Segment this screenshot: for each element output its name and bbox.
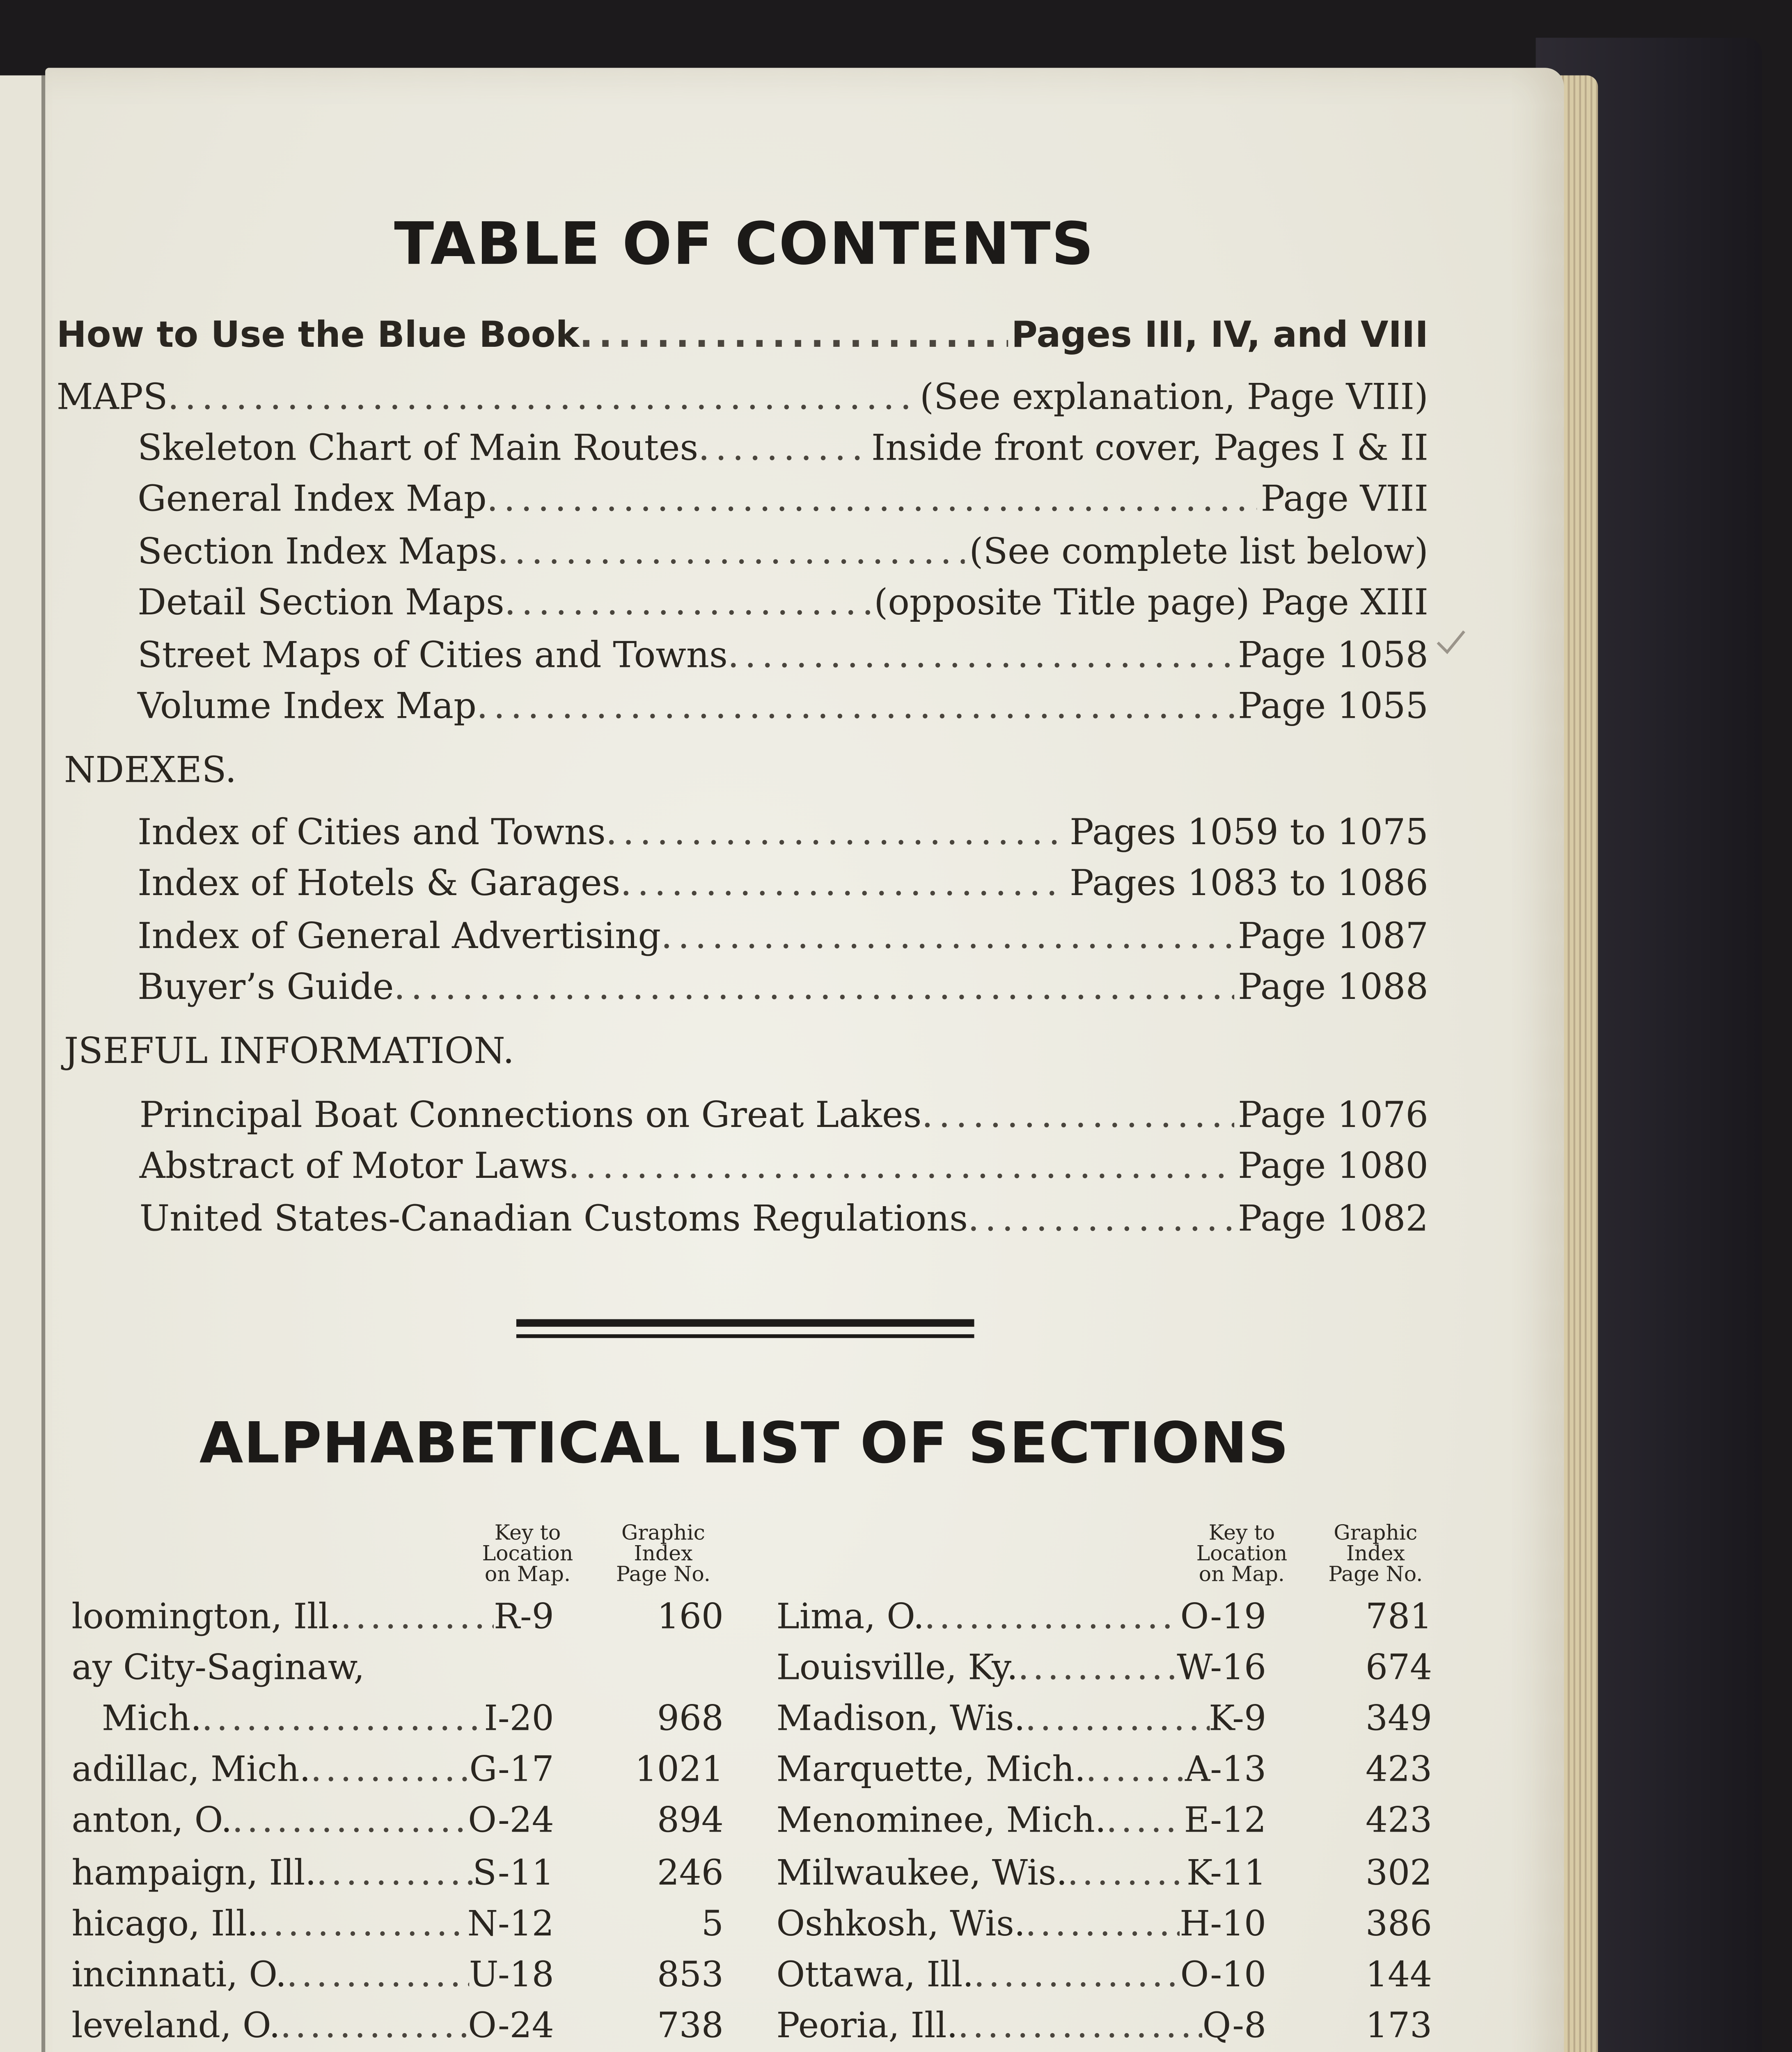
section-entry (71, 1956, 723, 1997)
entry-city: Lima, O. (776, 1598, 924, 1638)
entry-page: 144 (1366, 1956, 1432, 1995)
entry-page: 160 (657, 1598, 724, 1638)
left-col-header-page (588, 1523, 738, 1585)
pencil-check-mark (1436, 630, 1466, 656)
leader-dots (311, 1751, 470, 1793)
section-entry (71, 1905, 723, 1946)
header-line: Location (482, 1541, 573, 1566)
leader-dots (1025, 1905, 1180, 1946)
toc-row (137, 684, 1428, 729)
entry-key: N-12 (467, 1904, 554, 1944)
toc-value: Pages 1083 to 1086 (1070, 863, 1428, 905)
toc-row (140, 1145, 1428, 1190)
header-line: Graphic (621, 1521, 705, 1546)
entry-city: Louisville, Ky. (776, 1649, 1018, 1689)
header-line: Location (1196, 1541, 1288, 1566)
section-entry (776, 1905, 1432, 1946)
leader-dots (1018, 1649, 1177, 1690)
divider-thin (516, 1334, 974, 1338)
entry-page: 302 (1366, 1853, 1432, 1893)
toc-value: (opposite Title page) Page XIII (874, 582, 1428, 624)
toc-row (140, 1093, 1428, 1138)
toc-value: Pages 1059 to 1075 (1070, 812, 1428, 854)
toc-title: TABLE OF CONTENTS (394, 211, 1095, 279)
leader-dots (504, 581, 870, 626)
entry-page: 894 (657, 1802, 724, 1842)
entry-city: Mich. (101, 1700, 202, 1740)
toc-label: Index of General Advertising (137, 915, 661, 957)
section-entry (776, 1956, 1432, 1997)
leader-dots (698, 426, 868, 471)
entry-city: anton, O. (71, 1802, 232, 1842)
toc-row (137, 478, 1428, 523)
leader-dots (606, 811, 1066, 856)
toc-row (137, 529, 1428, 574)
entry-city: Oshkosh, Wis. (776, 1904, 1025, 1944)
section-entry (776, 1802, 1432, 1844)
leader-dots (232, 1802, 468, 1844)
toc-label: MAPS (56, 377, 168, 419)
leader-dots (202, 1700, 484, 1742)
section-entry (776, 1649, 1432, 1690)
toc-label: How to Use the Blue Book (56, 314, 580, 356)
header-line: Key to (1208, 1521, 1275, 1546)
right-col-header-page (1300, 1523, 1451, 1585)
entry-page: 674 (1366, 1649, 1432, 1689)
toc-label: General Index Map (137, 479, 487, 521)
header-line: Index (1346, 1541, 1405, 1566)
toc-row (137, 632, 1428, 678)
toc-label: Street Maps of Cities and Towns (137, 634, 728, 676)
header-line: on Map. (484, 1562, 571, 1587)
toc-label: Index of Hotels & Garages (137, 863, 621, 905)
entry-page: 386 (1366, 1904, 1432, 1944)
section-entry (71, 1649, 723, 1690)
entry-key: E-12 (1184, 1802, 1267, 1842)
entry-key: G-17 (469, 1751, 554, 1791)
facing-page-edge (0, 76, 45, 2052)
entry-page: 5 (701, 1904, 724, 1944)
entry-key: Q-8 (1202, 2006, 1267, 2046)
entry-page: 1021 (635, 1751, 724, 1791)
toc-label: Skeleton Chart of Main Routes (137, 428, 699, 469)
entry-page: 968 (657, 1700, 724, 1740)
leader-dots (922, 1093, 1234, 1138)
entry-key: A-13 (1185, 1751, 1267, 1791)
toc-label: United States-Canadian Customs Regulations (139, 1198, 968, 1240)
toc-value: Page VIII (1260, 479, 1428, 521)
entry-page: 853 (657, 1956, 724, 1995)
entry-city: Ottawa, Ill. (776, 1956, 974, 1995)
sections-title: ALPHABETICAL LIST OF SECTIONS (199, 1411, 1289, 1478)
entry-key: I-20 (484, 1700, 554, 1740)
leader-dots (620, 862, 1066, 907)
toc-value: (See complete list below) (969, 531, 1428, 573)
leader-dots (1025, 1700, 1209, 1742)
toc-value: Pages III, IV, and VIII (1011, 314, 1428, 356)
leader-dots (1067, 1853, 1187, 1895)
leader-dots (974, 1956, 1180, 1997)
toc-value: Page 1082 (1238, 1198, 1428, 1240)
leader-dots (497, 529, 966, 574)
section-entry (776, 1700, 1432, 1742)
entry-city: incinnati, O. (71, 1956, 287, 1995)
entry-key: O-10 (1180, 1956, 1267, 1995)
toc-value: (See explanation, Page VIII) (919, 377, 1428, 419)
leader-dots (394, 965, 1234, 1010)
section-entry (71, 1598, 723, 1640)
right-col-header-key (1166, 1523, 1317, 1585)
toc-label: Principal Boat Connections on Great Lakes (139, 1095, 922, 1136)
leader-dots (661, 914, 1234, 959)
leader-dots (1086, 1751, 1185, 1793)
entry-page: 423 (1366, 1751, 1432, 1791)
leader-dots (477, 684, 1234, 729)
entry-city: Menominee, Mich. (776, 1802, 1106, 1842)
leader-dots (580, 313, 1008, 358)
entry-city: ay City-Saginaw, (71, 1649, 365, 1689)
leader-dots (568, 1145, 1234, 1190)
leader-dots (280, 2007, 468, 2048)
toc-row (137, 581, 1428, 626)
entry-page: 781 (1366, 1598, 1432, 1638)
toc-row (137, 914, 1428, 959)
entry-key: O-24 (468, 1802, 554, 1842)
leader-dots (341, 1598, 494, 1640)
header-line: Page No. (616, 1562, 710, 1587)
toc-value: Page 1076 (1238, 1095, 1428, 1136)
entry-city: Madison, Wis. (776, 1700, 1025, 1740)
header-line: Page No. (1328, 1562, 1423, 1587)
section-entry (71, 2007, 723, 2048)
toc-label: Section Index Maps (137, 531, 497, 573)
entry-key: O-24 (468, 2006, 554, 2046)
leader-dots (1106, 1802, 1184, 1844)
toc-row (137, 965, 1428, 1010)
section-entry (776, 1751, 1432, 1793)
entry-city: Marquette, Mich. (776, 1751, 1086, 1791)
leader-dots (258, 1905, 467, 1946)
entry-key: O-19 (1180, 1598, 1267, 1638)
entry-key: K-11 (1187, 1853, 1267, 1893)
section-entry (776, 2007, 1432, 2048)
entry-city: Milwaukee, Wis. (776, 1853, 1068, 1893)
entry-key: U-18 (469, 1956, 554, 1995)
entry-key: K-9 (1209, 1700, 1267, 1740)
toc-row (137, 426, 1428, 471)
toc-heading-useful: JSEFUL INFORMATION. (64, 1031, 514, 1072)
toc-label: Volume Index Map (137, 686, 477, 728)
toc-value: Page 1088 (1238, 967, 1428, 1009)
entry-key: W-16 (1177, 1649, 1267, 1689)
toc-label: Index of Cities and Towns (137, 812, 606, 854)
entry-key: H-10 (1180, 1904, 1267, 1944)
leader-dots (728, 632, 1234, 678)
entry-key: S-11 (472, 1853, 554, 1893)
entry-city: hampaign, Ill. (71, 1853, 316, 1893)
toc-value: Page 1080 (1238, 1146, 1428, 1188)
entry-page: 349 (1366, 1700, 1432, 1740)
toc-value: Page 1087 (1238, 915, 1428, 957)
section-entry (71, 1751, 723, 1793)
toc-row (140, 1196, 1428, 1241)
leader-dots (968, 1196, 1234, 1241)
divider-thick (516, 1319, 974, 1326)
entry-city: leveland, O. (71, 2006, 280, 2046)
section-entry (776, 1598, 1432, 1640)
section-entry (71, 1853, 723, 1895)
entry-key: R-9 (494, 1598, 554, 1638)
entry-page: 423 (1366, 1802, 1432, 1842)
toc-value: Page 1055 (1238, 686, 1428, 728)
toc-row (137, 811, 1428, 856)
leader-dots (924, 1598, 1180, 1640)
leader-dots (316, 1853, 472, 1895)
leader-dots (487, 478, 1257, 523)
leader-dots (168, 375, 916, 420)
leader-dots (958, 2007, 1203, 2048)
section-entry (102, 1700, 724, 1742)
entry-city: adillac, Mich. (71, 1751, 311, 1791)
toc-row-how-to (57, 313, 1428, 358)
header-line: on Map. (1198, 1562, 1285, 1587)
toc-heading-indexes: NDEXES. (64, 750, 237, 792)
toc-value: Page 1058 (1238, 634, 1428, 676)
toc-label: Buyer’s Guide (137, 967, 394, 1009)
toc-row-maps (57, 375, 1428, 420)
section-entry (776, 1853, 1432, 1895)
entry-page: 246 (657, 1853, 724, 1893)
header-line: Index (634, 1541, 693, 1566)
entry-city: loomington, Ill. (71, 1598, 341, 1638)
entry-page: 738 (657, 2006, 724, 2046)
toc-label: Abstract of Motor Laws (139, 1146, 568, 1188)
leader-dots (286, 1956, 469, 1997)
toc-value: Inside front cover, Pages I & II (871, 428, 1428, 469)
toc-label: Detail Section Maps (137, 582, 504, 624)
left-col-header-key (452, 1523, 603, 1585)
entry-city: hicago, Ill. (71, 1904, 258, 1944)
header-line: Graphic (1334, 1521, 1418, 1546)
toc-row (137, 862, 1428, 907)
section-entry (71, 1802, 723, 1844)
header-line: Key to (494, 1521, 561, 1546)
entry-page: 173 (1366, 2006, 1432, 2046)
entry-city: Peoria, Ill. (776, 2006, 958, 2046)
